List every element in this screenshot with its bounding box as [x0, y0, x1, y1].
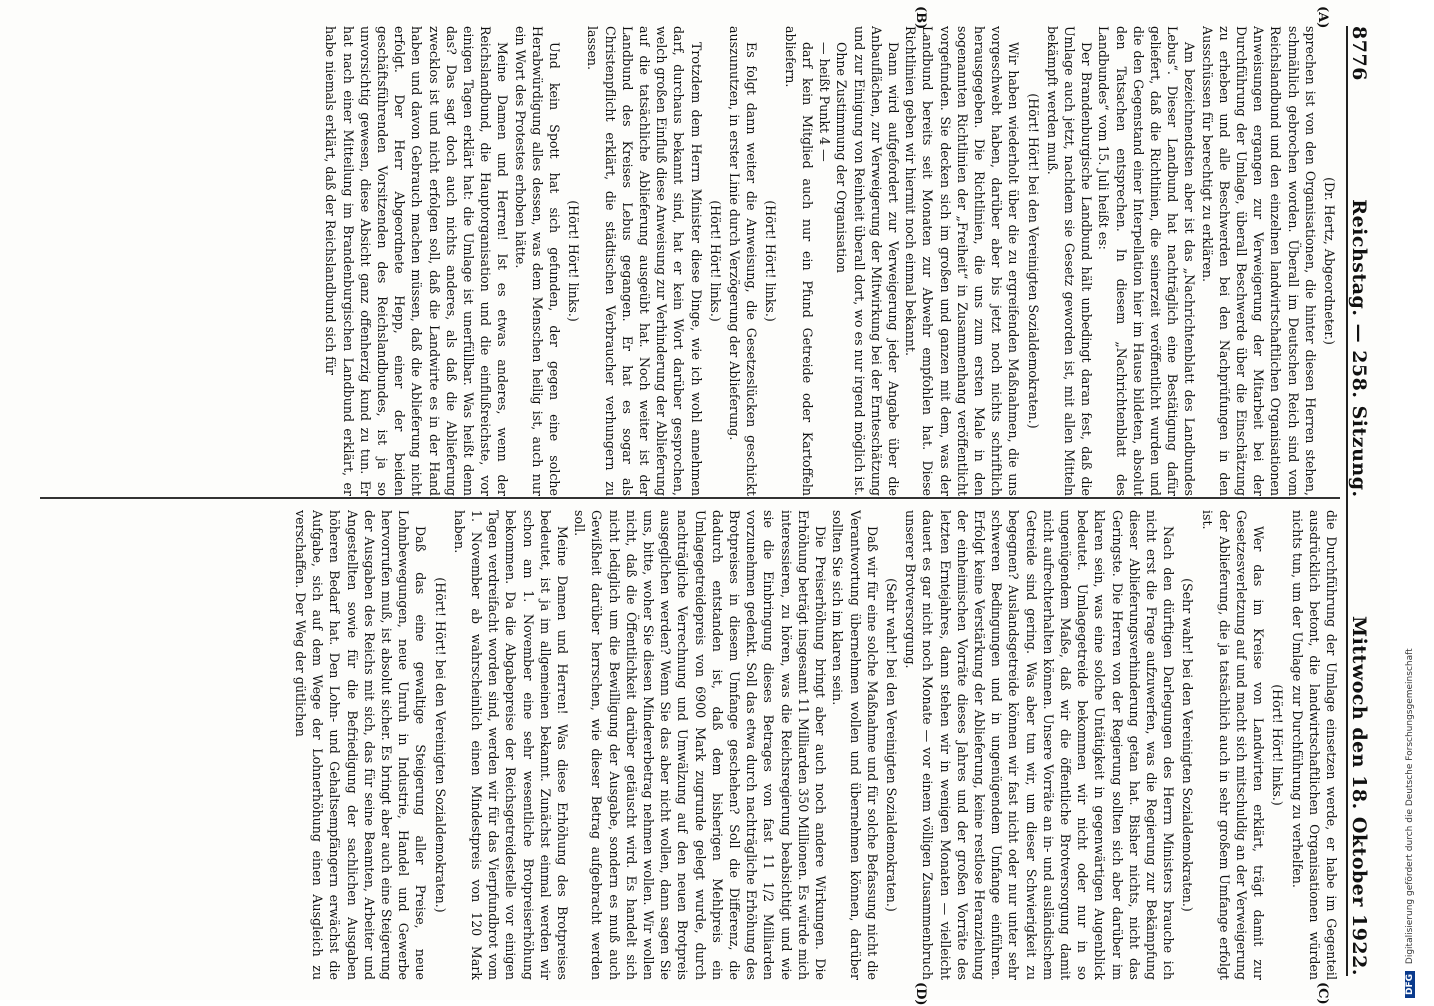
paragraph: Nach den dürftigen Darlegungen des Herrn Ministers brauche ich nicht erst die Frage aufzuwerfen, was die Regierung zur Bekämpfung dieser Ablieferungsverhinderung getan hat. Bisher nichts, nicht das Geringste. Die Herren von der Regierung sollten sich aber darüber im klaren sein, was eine solche Untätigkeit in gegenwärtigen Augenblick bedeutet. Umlagegetreide bekommen wir nicht oder nur in so ungenügendem Maße, daß wir die öffentliche Brotversorgung damit nicht aufrechterhalten können. Unsere Vorräte an in- und ausländischem Getreide sind gering. Was aber tun wir, um dieser Schwierigkeit zu begegnen? Auslandsgetreide können wir fast nicht oder nur unter sehr schweren Bedingungen und in ungenügendem Umfange einführen. Erfolgt keine Verstärkung der Ablieferung, keine restlose Heranziehung der einheimischen Vorräte dieses Jahres und der großen Vorräte des letzten Erntejahres, dann stehen wir in wenigen Monaten — vielleicht dauert es gar nicht noch Monate — vor einem völligen Zusammenbruch unserer Brotversorgung.	[903, 510, 1177, 980]
interjection: (Hört! Hört! links.)	[707, 200, 723, 322]
margin-marker-c: (C)	[1315, 982, 1330, 1005]
paragraph: Es folgt dann weiter die Anweisung, die Gesetzeslücken geschickt auszunutzen, in erster Linie durch Verzögerung der Ablieferung.	[727, 26, 760, 496]
interjection: (Hört! Hört! links.)	[1270, 684, 1286, 806]
column-divider	[40, 497, 1340, 499]
margin-marker-d: (D)	[913, 982, 928, 1006]
interjection: (Sehr wahr! bei den Vereinigten Sozialdemokraten.)	[1180, 578, 1196, 912]
digitization-footer	[1405, 648, 1415, 998]
interjection: (Hört! Hört! bei den Vereinigten Sozialdemokraten.)	[1025, 93, 1041, 429]
page-header	[1346, 26, 1376, 976]
header-title: Reichstag. — 258. Sitzung.	[1348, 199, 1370, 498]
quote-paragraph: darf kein Mitglied auch nur ein Pfund Getreide oder Kartoffeln abliefern.	[782, 26, 815, 496]
paragraph: Am bezeichnendsten aber ist das „Nachrichtenblatt des Landbundes Lebus“. Dieser Landbund hat nachträglich eine Bestätigung dafür geliefert, daß die Richtlinien, die seinerzeit veröffentlicht wurden und die den Gegenstand einer Interpellation hier im Hause bildeten, absolut den Tatsachen entsprechen. In diesem „Nachrichtenblatt des Landbundes“ vom 15. Juli heißt es:	[1096, 26, 1198, 496]
page-number: 8776	[1348, 26, 1370, 81]
margin-marker-b: (B)	[913, 6, 928, 30]
paragraph: Und kein Spott hat sich gefunden, der gegen eine solche Herabwürdigung alles dessen, was dem Menschen heilig ist, auch nur ein Wort des Protestes erhoben hätte.	[512, 26, 563, 496]
paragraph: — heißt Punkt 4 —	[817, 42, 833, 162]
paragraph: Meine Damen und Herren! Was diese Erhöhung des Brotpreises bedeutet, ist ja im allgemeinen bekannt. Zunächst einmal werden wir schon am 1. November eine sehr wesentliche Brotpreiserhöhung bekommen. Da die Abgabepreise der Reichsgetreidestelle vor einigen Tagen verdreifacht worden sind, werden wir für das Vierpfundbrot vom 1. November ab wahrscheinlich einen Mindestpreis von 120 Mark haben.	[451, 510, 571, 980]
paragraph: sprechen ist von den Organisationen, die hinter diesen Herren stehen, schmählich gebrochen worden. Überall im Deutschen Reich sind vom Reichslandbund und den einzelnen landwirtschaftlichen Organisationen Anweisungen ergangen zur Verweigerung der Mitarbeit bei der Durchführung der Umlage, überall Beschwerde über die Einschätzung zu erheben und alle Beschwerden bei den Nachprüfungen in den Ausschüssen für berechtigt zu erklären.	[1199, 26, 1318, 496]
paragraph: die Durchführung der Umlage einsetzen werde, er habe im Gegenteil ausdrücklich betont, die landwirtschaftlichen Organisationen würden nichts tun, um der Umlage zur Durchführung zu verhelfen.	[1289, 510, 1339, 980]
quote-paragraph: Der Brandenburgische Landbund hält unbedingt daran fest, daß die Umlage auch jetzt, nachdem sie Gesetz geworden ist, mit allen Mitteln bekämpft werden muß.	[1044, 26, 1095, 496]
speaker-line: (Dr. Hertz, Abgeordneter.)	[1322, 177, 1337, 345]
right-column	[30, 510, 1340, 980]
interjection: (Hört! Hört! links.)	[566, 200, 582, 322]
interjection: (Hört! Hört! links.)	[763, 200, 779, 322]
header-date: Mittwoch den 18. Oktober 1922.	[1348, 616, 1370, 976]
dfg-logo: DFG	[1405, 971, 1415, 998]
quote-paragraph: Wir haben wiederholt über die zu ergreifenden Maßnahmen, die uns vorgeschwebt haben, darüber aber bis jetzt noch nichts schriftlich herausgegeben. Die Richtlinien, die uns zum ersten Male in den sogenannten Richtlinien der „Freiheit“ in Zusammenhang veröffentlicht vorgefunden. Sie decken sich im großen und ganzen mit dem, was der Landbund bereits seit Monaten zur Abwehr empfohlen hat. Diese Richtlinien geben wir hiermit noch einmal bekannt.	[903, 26, 1022, 496]
left-column	[30, 26, 1340, 496]
paragraph: Trotzdem dem Herrn Minister diese Dinge, wie ich wohl annehmen darf, durchaus bekannt sind, hat er kein Wort darüber gesprochen, welch großen Einfluß diese Anweisung zur Verhinderung der Ablieferung auf die tatsächliche Ablieferung ausgeübt hat. Noch weiter ist der Landbund des Kreises Lebus gegangen. Er hat es sogar als Christenpflicht erklärt, die städtischen Verbraucher verhungern zu lassen.	[585, 26, 704, 496]
paragraph: Dann wird aufgefordert zur Verweigerung jeder Angabe über die Anbauflächen, zur Verweigerung der Mitwirkung bei der Ernteschätzung und zur Einigung von Reinheit überall dort, wo es nur irgend möglich ist.	[851, 26, 901, 496]
paragraph: Wer das im Kreise von Landwirten erklärt, trägt damit zur Gesetzesverletzung auf und macht sich mitschuldig an der Verweigerung der Ablieferung, die ja tatsächlich auch in sehr großem Umfange erfolgt ist.	[1199, 510, 1267, 980]
interjection: (Sehr wahr! bei den Vereinigten Sozialdemokraten.)	[883, 578, 899, 912]
paragraph: Ohne Zustimmung der Organisation	[834, 42, 850, 273]
paragraph: Meine Damen und Herren! Ist es etwas anderes, wenn der Reichslandbund, die Hauptorganisation und die einflußreichste, vor einigen Tagen erklärt hat: die Umlage ist unerfüllbar. Was heißt denn das? Das sagt doch auch nichts anderes, als daß die Ablieferung zwecklos ist und nicht erfolgen soll, daß die Landwirte es in der Hand haben und davon Gebrauch machen müssen, daß die Ablieferung nicht erfolgt. Der Herr Abgeordnete Hepp, einer der beiden geschäftsführenden Vorsitzenden des Reichslandbundes, ist ja so unvorsichtig gewesen, diese Absicht ganz offenherzig kund zu tun. Er hat nach einer Mitteilung im Brandenburgischen Landbund erklärt, er habe niemals erklärt, daß der Reichslandbund sich für	[323, 26, 511, 496]
interjection: (Hört! Hört! bei den Vereinigten Sozialdemokraten.)	[432, 577, 448, 913]
paragraph: Daß wir für eine solche Maßnahme und für solche Befassung nicht die Verantwortung übernehmen wollen und übernehmen können, darüber sollten Sie sich im klaren sein.	[830, 510, 880, 980]
margin-marker-a: (A)	[1315, 6, 1330, 29]
footer-text: Digitalisierung gefördert durch die Deutsche Forschungsgemeinschaft	[1405, 648, 1415, 965]
paragraph: Die Preiserhöhung bringt aber auch noch andere Wirkungen. Die Erhöhung beträgt insgesamt 11 Milliarden 350 Millionen. Es würde mich interessieren, zu hören, was die Reichsregierung beabsichtigt und wie sie die Einbringung dieses Betrages von fast 11 1/2 Milliarden vorzunehmen gedenkt. Soll das etwa durch nachträgliche Erhöhung des Brotpreises in diesem Umfange geschehen? Soll die Differenz, die dadurch entstanden ist, daß dem bisherigen Mehlpreis ein Umlagegetreidepreis von 6900 Mark zugrunde gelegt wurde, durch nachträgliche Verrechnung und Umwälzung auf den neuen Brotpreis ausgeglichen werden? Wenn Sie das aber nicht wollen, dann sagen Sie uns, bitte, woher Sie diesen Mindererbetrag nehmen wollen. Wir wollen nicht, daß die Öffentlichkeit darüber getäuscht wird. Es handelt sich nicht lediglich um die Bewilligung der Ausgabe, sondern es muß auch Gewißheit darüber herrschen, wie dieser Betrag aufgebracht werden soll.	[572, 510, 829, 980]
paragraph: Daß das eine gewaltige Steigerung aller Preise, neue Lohnbewegungen, neue Unruh in Industrie, Handel und Gewerbe hervorrufen muß, ist absolut sicher. Es bringt aber auch eine Steigerung der Ausgaben des Reichs mit sich, das für seine Beamten, Arbeiter und Angestellten sowie für die Befriedigung der sachlichen Ausgaben höheren Bedarf hat. Den Lohn- und Gehaltsempfängern erwächst die Aufgabe, sich auf dem Wege der Lohnerhöhung einen Ausgleich zu verschaffen. Der Weg der gütlichen	[293, 510, 429, 980]
